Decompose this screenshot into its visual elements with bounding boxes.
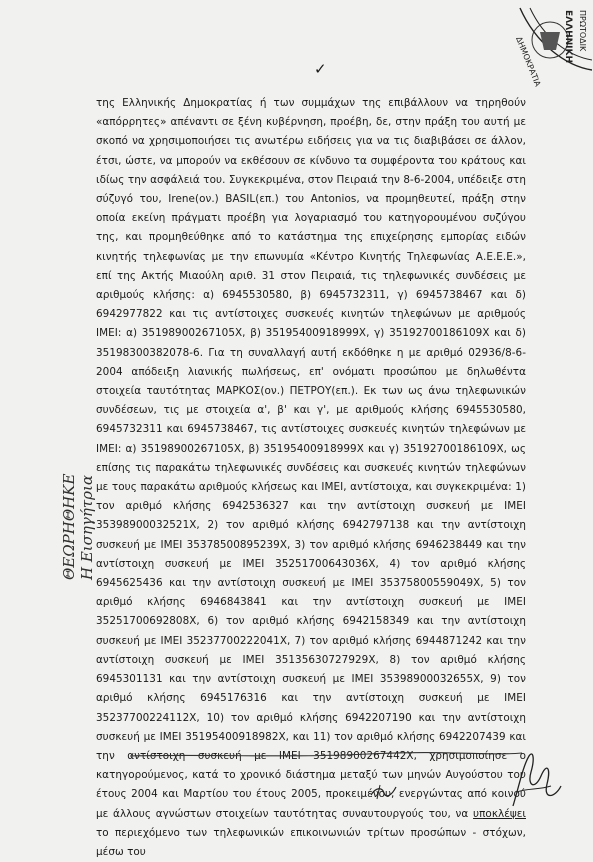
underlined-word: υποκλέψει bbox=[473, 807, 526, 820]
stamp-side-text-2: ΠΡΩΤΟΔΙΚ bbox=[578, 10, 587, 52]
court-stamp bbox=[506, 4, 592, 100]
paragraph-text-part-1: της Ελληνικής Δημοκρατίας ή των συμμάχων της επιβάλλουν να τηρηθούν «απόρρητες» απέναντι σε ξένη κυβέρνηση, προέβη, δε, στην πράξη του αυτή με σκοπό να χρησιμοποιήσει τις ανωτέρω ειδήσεις για να τις διαβιβάσει σε άλλον, έτσι, ώστε, να μπορούν να εκθέσουν σε κίνδυνο τα συμφέροντα του κράτους και ιδίως την ασφάλειά του. Συγκεκριμένα, στον Πειραιά την 8-6-2004, υπέδειξε στη σύζυγό του, Irene(ον.) BASIL(επ.) του Antonios, να προμηθευτεί, πράξη στην οποία εκείνη πράγματι προέβη για λογαριασμό του κατηγορουμένου συζύγου της, και προμηθεύθηκε από το κατάστημα της επιχείρησης εμπορίας ειδών κινητής τηλεφωνίας με την επωνυμία «Κέντρο Κινητής Τηλεφωνίας Α.Ε.Ε.Ε.», επί της Ακτής Μιαούλη αριθ. 31 στον Πειραιά, τις τηλεφωνικές συνδέσεις με αριθμούς κλήσης: α) 6945530580, β) 6945732311, γ) 6945738467 και δ) 6942977822 και τις αντίστοιχες συσκευές κινητών τηλεφώνων με αριθμούς ΙΜΕΙ: α) 35198900267105Χ, β) 35195400918999Χ, γ) 35192700186109Χ και δ) 35198300382078-6. Για τη συναλλαγή αυτή εκδόθηκε η με αριθμό 02936/8-6-2004 απόδειξη λιανικής πωλήσεως, επ' ονόματι προσώπου με δηλωθέντα στοιχεία ταυτότητας ΜΑΡΚΟΣ(ον.) ΠΕΤΡΟΥ(επ.). Εκ των ως άνω τηλεφωνικών συνδέσεων, τις με στοιχεία α', β' και γ', με αριθμούς κλήσης 6945530580, 6945732311 και 6945738467, τις αντίστοιχες συσκευές κινητών τηλεφώνων με ΙΜΕΙ: α) 35198900267105Χ, β) 35195400918999Χ και γ) 35192700186109Χ, ως επίσης τις παρακάτω τηλεφωνικές συνδέσεις και συσκευές κινητών τηλεφώνων με τους παρακάτω αριθμούς κλήσεως και ΙΜΕΙ, αντίστοιχα, και συγκεκριμένα: 1) τον αριθμό κλήσης 6942536327 και την αντίστοιχη συσκευή με ΙΜΕΙ 35398900032521Χ, 2) τον αριθμό κλήσης 6942797138 και την αντίστοιχη συσκευή με ΙΜΕΙ 35378500895239Χ, 3) τον αριθμό κλήσης 6946238449 και την αντίστοιχη συσκευή με ΙΜΕΙ 35251700643036Χ, 4) τον αριθμό κλήσης 6945625436 και την αντίστοιχη συσκευή με ΙΜΕΙ 35375800559049Χ, 5) τον αριθμό κλήσης 6946843841 και την αντίστοιχη συσκευή με ΙΜΕΙ 35251700692808Χ, 6) τον αριθμό κλήσης 6942158349 και την αντίστοιχη συσκευή με ΙΜΕΙ 35237700222041Χ, 7) τον αριθμό κλήσης 6944871242 και την αντίστοιχη συσκευή με ΙΜΕΙ 35135630727929Χ, 8) τον αριθμό κλήσης 6945301131 και την αντίστοιχη συσκευή με ΙΜΕΙ 35398900032655Χ, 9) τον αριθμό κλήσης 6945176316 και την αντίστοιχη συσκευή με ΙΜΕΙ 35237700224112Χ, 10) τον αριθμό κλήσης 6942207190 και την αντίστοιχη συσκευή με ΙΜΕΙ 35195400918982Χ, και 11) τον αριθμό κλήσης 6942207439 και την αντίστοιχη συσκευή με ΙΜΕΙ 35198900267442Χ, χρησιμοποίησε ο κατηγορούμενος, κατά το χρονικό διάστημα μεταξύ των μηνών Αυγούστου του έτους 2004 και Μαρτίου του έτους 2005, προκειμένου, ενεργώντας από κοινού με άλλους αγνώστων στοιχείων ταυτότητας συναυτουργούς του, να bbox=[96, 97, 526, 820]
handwritten-underline bbox=[128, 747, 524, 761]
initials bbox=[368, 781, 400, 803]
signature bbox=[505, 746, 565, 816]
side-note-line-1: ΘΕΩΡΗΘΗΚΕ bbox=[60, 473, 78, 580]
side-note-line-2: Η Εισηγήτρια bbox=[78, 475, 96, 580]
handwritten-side-note bbox=[60, 474, 96, 580]
paragraph-text-part-3: το περιεχόμενο των τηλεφωνικών επικοινωνιών τρίτων προσώπων - στόχων, μέσω του bbox=[96, 826, 526, 858]
handwritten-mark: ✓ bbox=[314, 60, 327, 78]
stamp-side-text-1: ΕΛΛΗΝΙΚΗ bbox=[563, 10, 573, 63]
stamp-ring-text: ΔΗΜΟΚΡΑΤΙΑ bbox=[514, 35, 543, 88]
